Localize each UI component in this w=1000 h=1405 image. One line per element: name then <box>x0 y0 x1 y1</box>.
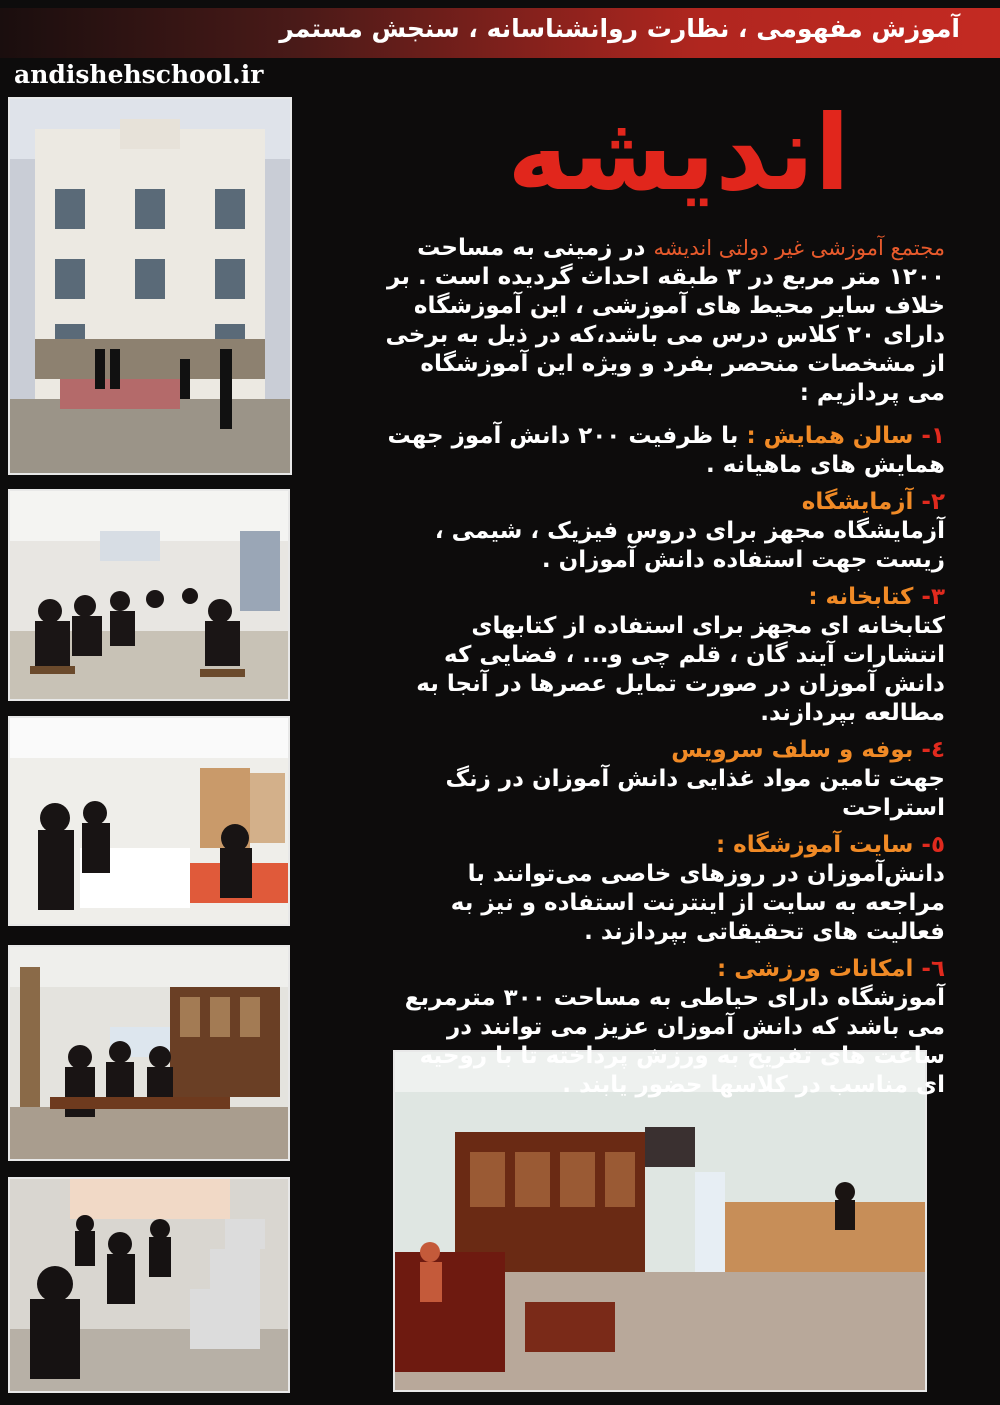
section-title: کتابخانه : <box>808 584 914 610</box>
section-number: ۳- <box>921 584 945 610</box>
section-sports <box>385 955 945 1100</box>
library-photo <box>8 945 290 1161</box>
conference-hall-photo <box>8 489 290 701</box>
section-text: کتابخانه ای مجهز برای استفاده از کتابهای انتشارات آیند گان ، قلم چی و... ، فضایی که دانش آموزان در صورت تمایل عصرها در آنجا به مطالعه بپردازند. <box>416 613 945 726</box>
school-logo-text: اندیشه <box>507 92 850 214</box>
computer-site-photo <box>8 1177 290 1393</box>
section-text: آزمایشگاه مجهز برای دروس فیزیک ، شیمی ، زیست جهت استفاده دانش آموزان . <box>434 518 945 573</box>
section-text: دانش‌آموزان در روزهای خاصی می‌توانند با مراجعه به سایت از اینترنت استفاده و نیز به فعالیت های تحقیقاتی بپردازند . <box>450 861 945 945</box>
section-title: امکانات ورزشی : <box>716 956 914 982</box>
section-number: ٤- <box>921 737 945 763</box>
section-title: سالن همایش : <box>746 423 914 449</box>
intro-text: در زمینی به مساحت ۱۲۰۰ متر مربع در ۳ طبقه احداث گردیده است . بر خلاف سایر محیط های آموزشی ، این آموزشگاه دارای ۲۰ کلاس درس می باشد،که در ذیل به برخی از مشخصات منحصر بفرد و ویژه این آموزشگاه می پردازیم : <box>385 235 945 406</box>
section-number: ۱- <box>921 423 945 449</box>
intro-paragraph <box>385 234 945 408</box>
section-laboratory <box>385 488 945 575</box>
section-number: ٥- <box>921 832 945 858</box>
school-building-photo <box>8 97 292 475</box>
website-url: andishehschool.ir <box>14 60 264 89</box>
section-text: آموزشگاه دارای حیاطی به مساحت ۳۰۰ مترمربع می باشد که دانش آموزان عزیز می توانند در ساعت های تفریح به ورزش پرداخته تا با روحیه ای مناسب در کلاسها حضور یابند . <box>404 985 945 1098</box>
section-text: جهت تامین مواد غذایی دانش آموزان در زنگ استراحت <box>445 766 945 821</box>
section-number: ٦- <box>921 956 945 982</box>
section-title: سایت آموزشگاه : <box>715 832 914 858</box>
section-conference-hall <box>385 422 945 480</box>
section-buffet <box>385 736 945 823</box>
section-computer-site <box>385 831 945 947</box>
section-title: آزمایشگاه <box>801 489 914 515</box>
section-text: با ظرفیت ۲۰۰ دانش آموز جهت همایش های ماهیانه . <box>387 423 945 478</box>
laboratory-photo <box>8 716 290 926</box>
intro-highlight: مجتمع آموزشی غیر دولتی اندیشه <box>653 236 945 260</box>
section-number: ۲- <box>921 489 945 515</box>
article-body <box>385 234 945 1108</box>
section-library <box>385 583 945 728</box>
section-title: بوفه و سلف سرویس <box>671 737 914 763</box>
tagline: آموزش مفهومی ، نظارت روانشناسانه ، سنجش مستمر <box>279 14 960 43</box>
